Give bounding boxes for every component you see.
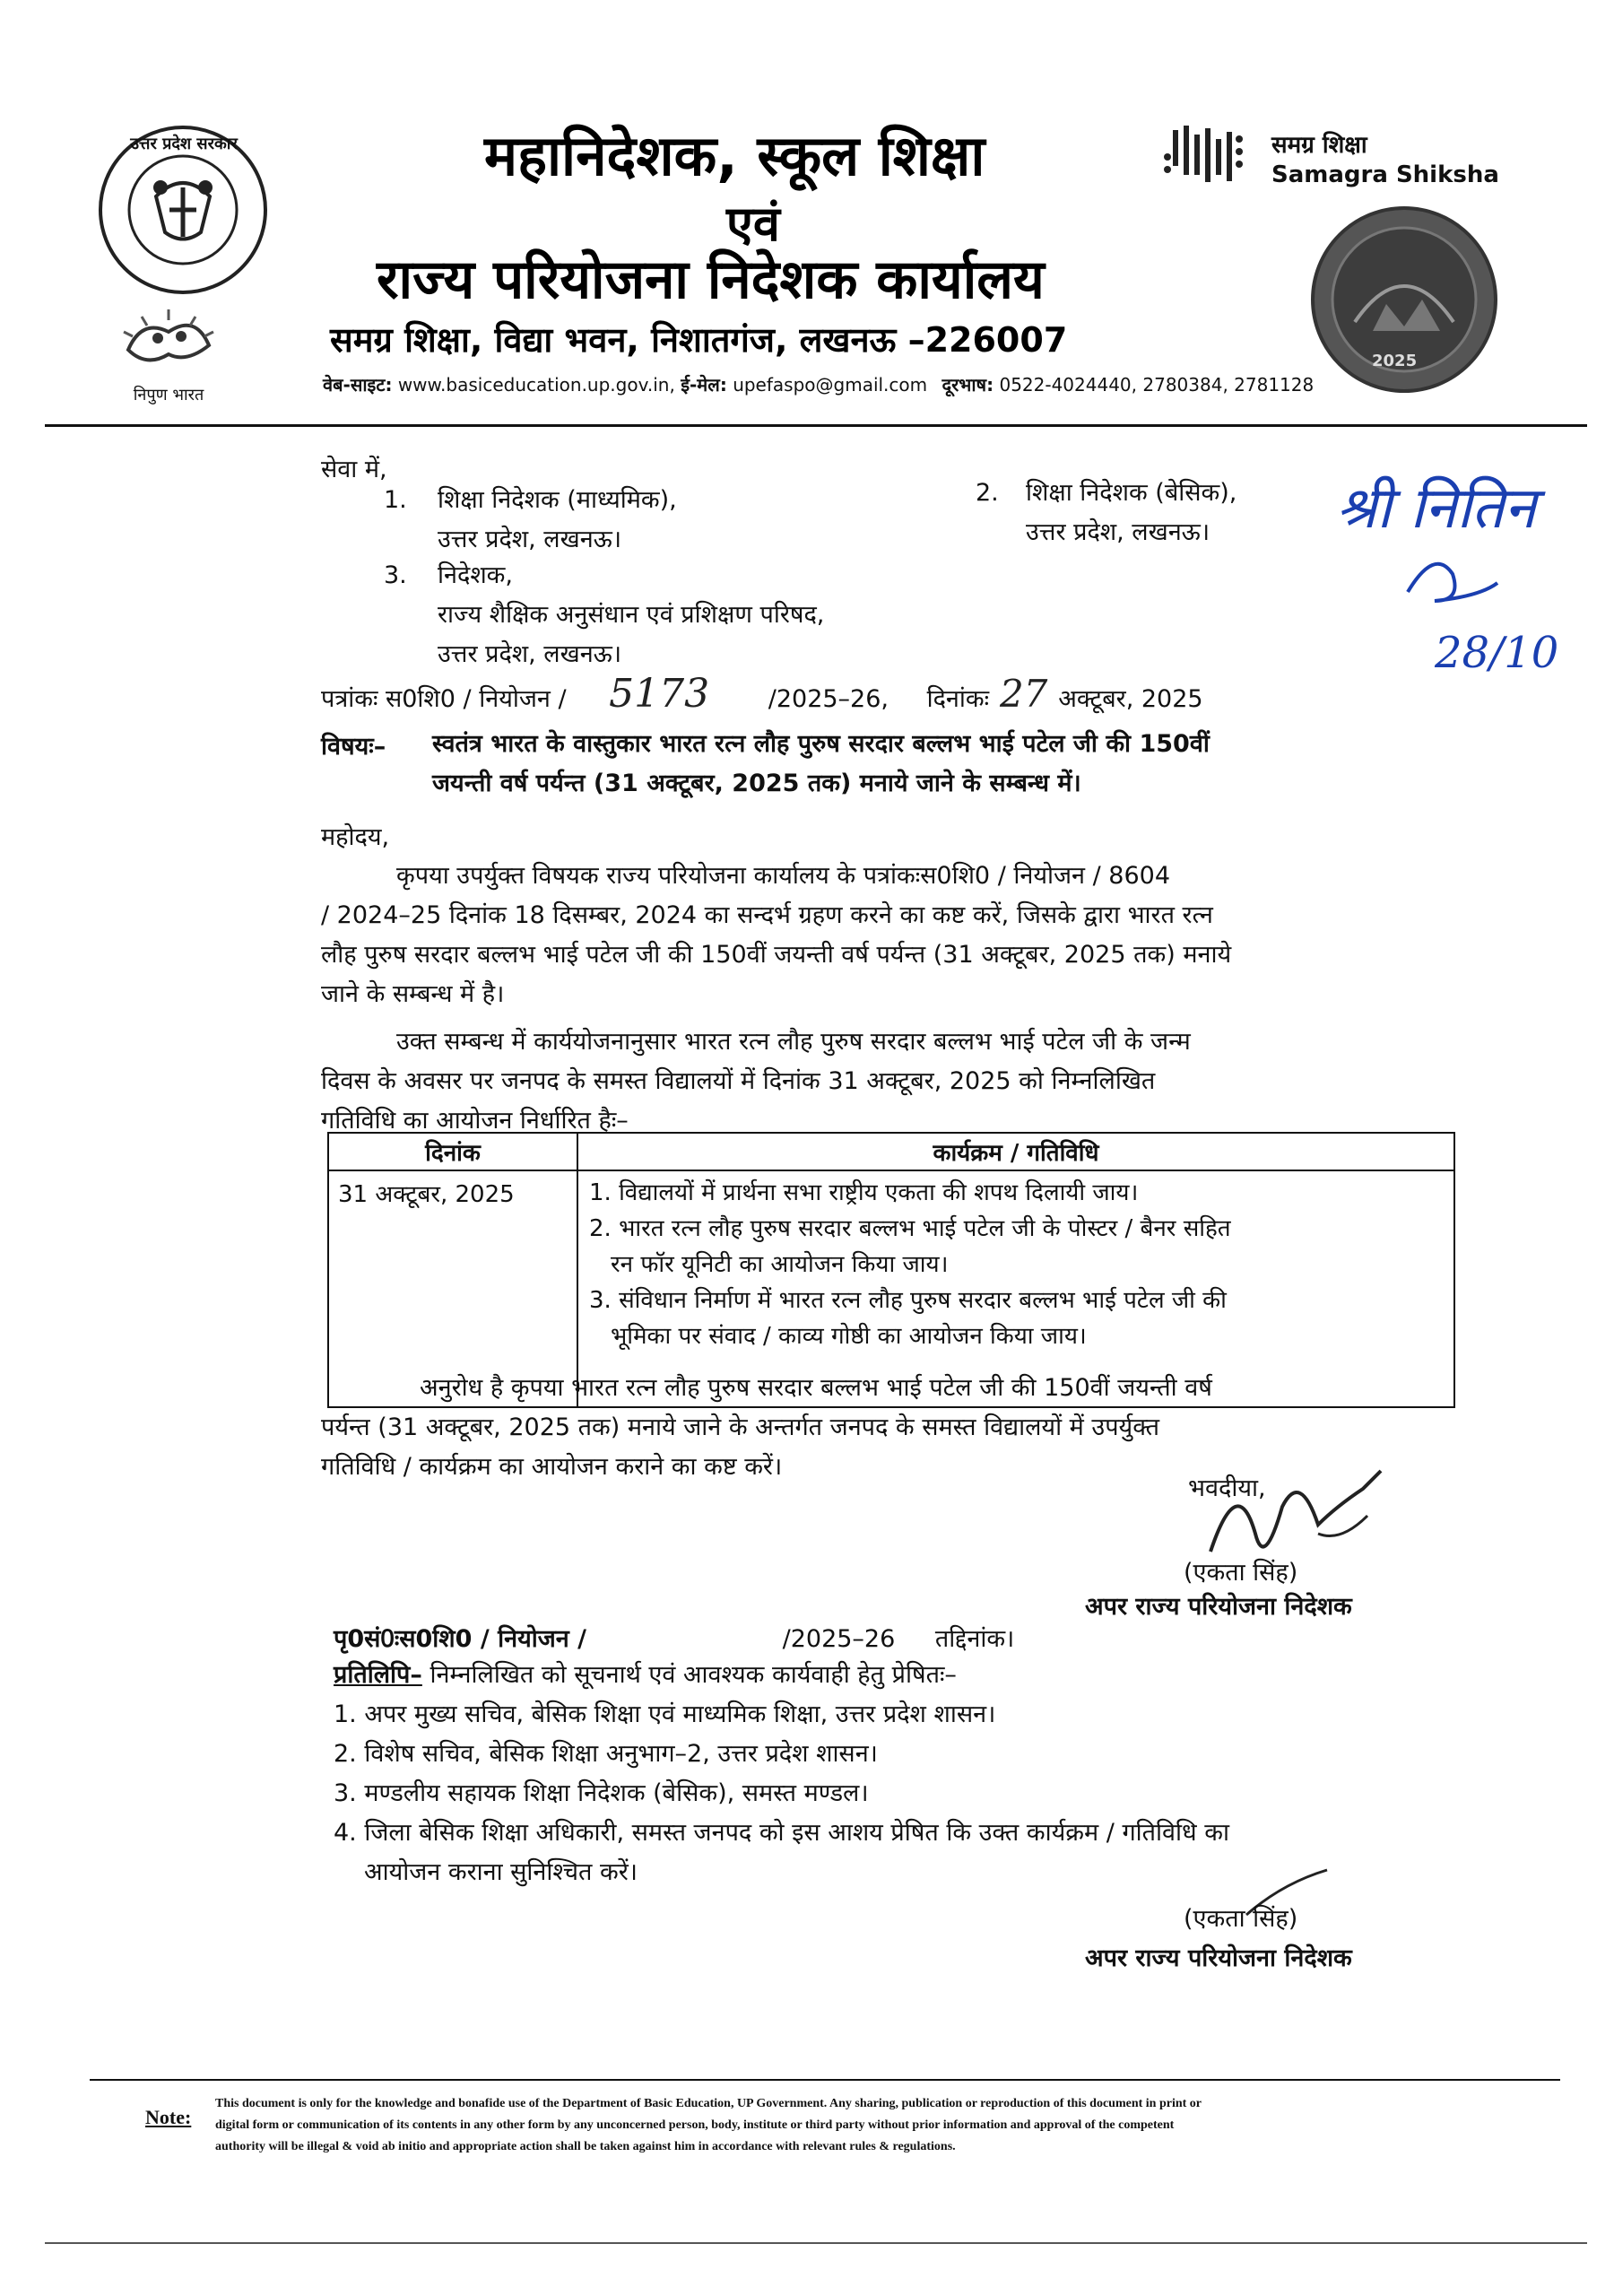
header-contact-line: [323, 372, 1314, 396]
signature1-designation: अपर राज्य परियोजना निदेशक: [1085, 1593, 1352, 1621]
phone-label: दूरभाष:: [941, 374, 994, 396]
request-line3: गतिविधि / कार्यक्रम का आयोजन कराने का कष्ट करें।: [321, 1453, 783, 1481]
samagra-shiksha-hindi: समग्र शिक्षा: [1271, 132, 1367, 159]
footer-note-line2: digital form or communication of its contents in any other form by any unconcerned person, body, institute or third party without prior information and approval of the competent: [215, 2118, 1175, 2132]
activity-item-2-line1: 2. भारत रत्न लौह पुरुष सरदार बल्लभ भाई पटेल जी के पोस्टर / बैनर सहित: [589, 1215, 1231, 1242]
dinank-day: 27: [999, 672, 1048, 716]
table-header-row: [328, 1133, 1454, 1170]
para1-line1: कृपया उपर्युक्त विषयक राज्य परियोजना कार्यालय के पत्रांकःस0शि0 / नियोजन / 8604: [396, 862, 1170, 890]
subject-text: [432, 725, 1210, 804]
recipient-2-line2: उत्तर प्रदेश, लखनऊ।: [1026, 518, 1210, 546]
recipient-1: [384, 481, 677, 560]
patrank-prefix: पत्रांकः स0शि0 / नियोजन /: [321, 685, 567, 713]
handwritten-name: श्री नितिन: [1336, 475, 1536, 542]
email-label: ई-मेल:: [681, 374, 727, 396]
handwritten-date: 28/10: [1435, 628, 1559, 678]
request-line1: अनुरोध है कृपया भारत रत्न लौह पुरुष सरदार बल्लभ भाई पटेल जी की 150वीं जयन्ती वर्ष: [420, 1374, 1212, 1402]
table-cell-date: 31 अक्टूबर, 2025: [328, 1170, 577, 1407]
recipient-3-line2: राज्य शैक्षिक अनुसंधान एवं प्रशिक्षण परिषद,: [438, 601, 825, 629]
subject-label: विषयः–: [321, 733, 386, 761]
recipient-2-line1: शिक्षा निदेशक (बेसिक),: [1026, 479, 1237, 507]
activity-table: [327, 1132, 1455, 1408]
recipient-1-line2: उत्तर प्रदेश, लखनऊ।: [438, 526, 622, 553]
copy-tadinank: तद्दिनांक।: [934, 1625, 1015, 1653]
para1-line4: जाने के सम्बन्ध में है।: [321, 980, 505, 1008]
seva-me: सेवा में,: [321, 456, 387, 483]
table-header-activity: कार्यक्रम / गतिविधि: [577, 1133, 1454, 1170]
header-title-line3: राज्य परियोजना निदेशक कार्यालय: [377, 248, 1045, 311]
activity-item-1: 1. विद्यालयों में प्रार्थना सभा राष्ट्रीय एकता की शपथ दिलायी जाय।: [589, 1179, 1139, 1206]
recipient-3-line1: निदेशक,: [438, 561, 513, 589]
recipient-2: [976, 474, 1237, 552]
dinank-label: दिनांकः: [926, 685, 990, 713]
footer-note-line1: This document is only for the knowledge and bonafide use of the Department of Basic Education, UP Government. Any sharing, publication or reproduction of this document in print or: [215, 2097, 1202, 2110]
para1-line3: लौह पुरुष सरदार बल्लभ भाई पटेल जी की 150वीं जयन्ती वर्ष पर्यन्त (31 अक्टूबर, 2025 तक) मनाये: [321, 941, 1232, 969]
footer-note: [215, 2093, 1202, 2158]
recipient-1-number: 1.: [384, 486, 407, 514]
signature2-name: (एकता सिंह): [1184, 1905, 1298, 1933]
footer-divider: [90, 2079, 1560, 2081]
subject-line2: जयन्ती वर्ष पर्यन्त (31 अक्टूबर, 2025 तक) मनाये जाने के सम्बन्ध में।: [432, 770, 1081, 797]
left-seal-text: उत्तर प्रदेश सरकार: [130, 135, 238, 153]
patrank-year: /2025–26,: [768, 685, 889, 713]
paragraph-1: [321, 857, 1453, 1014]
pratilipi-label: प्रतिलिपि–: [334, 1661, 422, 1689]
copy-prefix: पृ0सं0ःस0शि0 / नियोजन /: [334, 1625, 587, 1653]
patrank-number: 5173: [609, 671, 710, 717]
phone-numbers: 0522-4024440, 2780384, 2781128: [999, 374, 1315, 396]
copy-reference-line: [334, 1620, 1014, 1659]
recipient-3-line3: उत्तर प्रदेश, लखनऊ।: [438, 640, 622, 668]
signature1-closing: भवदीया,: [1188, 1474, 1266, 1502]
para2-line3: गतिविधि का आयोजन निर्धारित हैः–: [321, 1107, 629, 1135]
reference-line: [321, 671, 1203, 719]
salutation: महोदय,: [321, 823, 390, 851]
copy-item-1: 1. अपर मुख्य सचिव, बेसिक शिक्षा एवं माध्यमिक शिक्षा, उत्तर प्रदेश शासन।: [334, 1700, 996, 1728]
table-header-date: दिनांक: [328, 1133, 577, 1170]
footer-note-line3: authority will be illegal & void ab initio and appropriate action shall be taken against him in accordance with relevant rules & regulations.: [215, 2140, 956, 2153]
seal-year: 2025: [1372, 352, 1418, 370]
copy-item-2: 2. विशेष सचिव, बेसिक शिक्षा अनुभाग–2, उत्तर प्रदेश शासन।: [334, 1740, 878, 1768]
activity-item-3-line1: 3. संविधान निर्माण में भारत रत्न लौह पुरुष सरदार बल्लभ भाई पटेल जी की: [589, 1287, 1227, 1314]
pratilipi-text: निम्नलिखित को सूचनार्थ एवं आवश्यक कार्यवाही हेतु प्रेषितः–: [430, 1661, 957, 1689]
dinank-rest: अक्टूबर, 2025: [1058, 685, 1203, 713]
email-link[interactable]: upefaspo@gmail.com: [733, 374, 928, 396]
request-line2: पर्यन्त (31 अक्टूबर, 2025 तक) मनाये जाने के अन्तर्गत जनपद के समस्त विद्यालयों में उपर्युक्त: [321, 1413, 1160, 1441]
footer-note-label: Note:: [145, 2106, 192, 2128]
recipient-2-number: 2.: [976, 479, 999, 507]
copy-item-4-line2: आयोजन कराना सुनिश्चित करें।: [364, 1858, 638, 1886]
handwritten-initial-mark: [1399, 538, 1506, 610]
para2-line1: उक्त सम्बन्ध में कार्ययोजनानुसार भारत रत्न लौह पुरुष सरदार बल्लभ भाई पटेल जी के जन्म: [396, 1028, 1191, 1056]
signature1-name: (एकता सिंह): [1184, 1559, 1298, 1587]
copy-item-4-line1: 4. जिला बेसिक शिक्षा अधिकारी, समस्त जनपद को इस आशय प्रेषित कि उक्त कार्यक्रम / गतिविधि का: [334, 1819, 1229, 1847]
activity-item-2-line2: रन फॉर यूनिटी का आयोजन किया जाय।: [611, 1251, 949, 1278]
pratilipi-line: [334, 1656, 957, 1695]
header-title-line2: एवं: [726, 196, 780, 252]
nipun-bharat-label: निपुण भारत: [133, 386, 204, 404]
header-divider: [45, 424, 1587, 427]
copy-list: [334, 1695, 1490, 1892]
signature2-designation: अपर राज्य परियोजना निदेशक: [1085, 1944, 1352, 1972]
activity-item-3-line2: भूमिका पर संवाद / काव्य गोष्ठी का आयोजन किया जाय।: [611, 1323, 1087, 1350]
header-address: समग्र शिक्षा, विद्या भवन, निशातगंज, लखनऊ –226007: [330, 320, 1068, 360]
recipient-3: [384, 556, 824, 674]
subject-line1: स्वतंत्र भारत के वास्तुकार भारत रत्न लौह पुरुष सरदार बल्लभ भाई पटेल जी की 150वीं: [432, 730, 1210, 758]
samagra-shiksha-english: Samagra Shiksha: [1271, 161, 1499, 188]
website-link[interactable]: www.basiceducation.up.gov.in,: [397, 374, 675, 396]
copy-item-3: 3. मण्डलीय सहायक शिक्षा निदेशक (बेसिक), समस्त मण्डल।: [334, 1779, 869, 1807]
para1-line2: / 2024–25 दिनांक 18 दिसम्बर, 2024 का सन्दर्भ ग्रहण करने का कष्ट करें, जिसके द्वारा भारत रत्न: [321, 901, 1213, 929]
page-bottom-rule: [45, 2242, 1587, 2244]
recipient-1-line1: शिक्षा निदेशक (माध्यमिक),: [438, 486, 677, 514]
website-label: वेब-साइट:: [323, 374, 393, 396]
copy-year: /2025–26: [782, 1625, 896, 1653]
recipient-3-number: 3.: [384, 561, 407, 589]
header-title-line1: महानिदेशक, स्कूल शिक्षा: [484, 123, 985, 188]
samagra-shiksha-logo-icon: [1164, 121, 1254, 197]
paragraph-2: [321, 1022, 1453, 1141]
nipun-bharat-logo-icon: [106, 300, 231, 381]
para2-line2: दिवस के अवसर पर जनपद के समस्त विद्यालयों में दिनांक 31 अक्टूबर, 2025 को निम्नलिखित: [321, 1067, 1156, 1095]
